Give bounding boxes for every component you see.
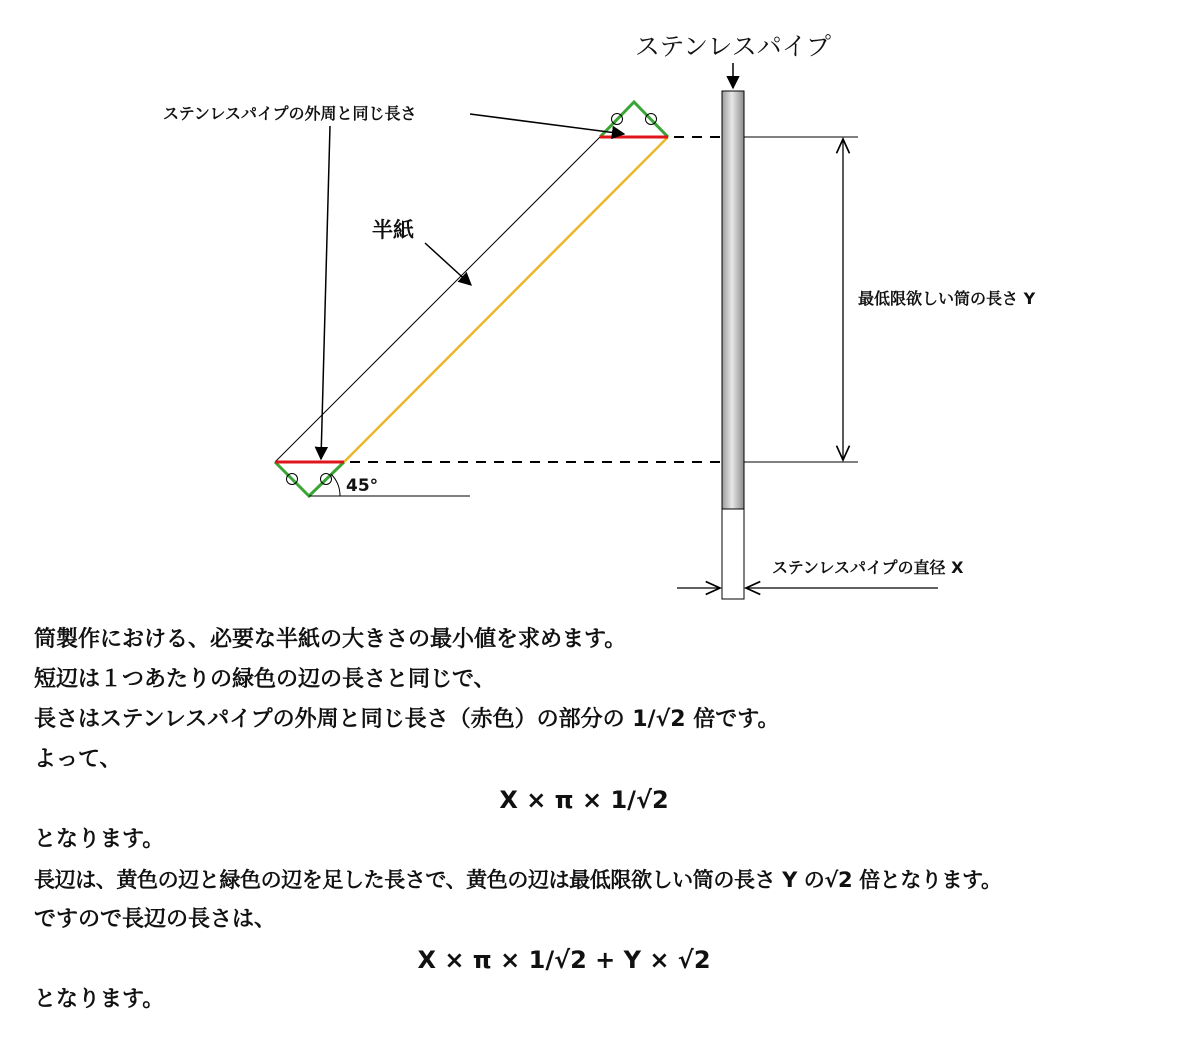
paper-yellow-edge [344,137,668,462]
explanation-line-1: 筒製作における、必要な半紙の大きさの最小値を求めます。 [34,627,627,652]
explanation-line-7: ですので長辺の長さは、 [34,907,277,932]
formula-long-side: X × π × 1/√2 + Y × √2 [417,946,711,974]
paper-label-arrow [425,243,471,285]
paper-label: 半紙 [372,218,414,242]
explanation-text [34,620,1194,1020]
explanation-line-8: となります。 [34,987,165,1012]
circumference-arrow-to-top [470,114,624,134]
diameter-label: ステンレスパイプの直径 X [772,558,964,577]
explanation-line-6: 長辺は、黄色の辺と緑色の辺を足した長さで、黄色の辺は最低限欲しい筒の長さ Y の√2 倍となります。 [34,868,1002,892]
explanation-line-4: よって、 [34,747,122,772]
pipe-lower-section [722,509,744,599]
circumference-label: ステンレスパイプの外周と同じ長さ [163,104,417,123]
bottom-green-edge [275,462,344,496]
angle-label: 45° [346,476,379,496]
formula-short-side: X × π × 1/√2 [499,786,669,814]
explanation-line-2: 短辺は１つあたりの緑色の辺の長さと同じで、 [34,667,496,692]
stainless-pipe [722,91,744,509]
pipe-label: ステンレスパイプ [634,32,832,61]
paper-thin-edge [275,137,600,462]
explanation-line-3: 長さはステンレスパイプの外周と同じ長さ（赤色）の部分の 1/√2 倍です。 [34,707,780,732]
length-label: 最低限欲しい筒の長さ Y [858,289,1036,308]
angle-arc [331,474,340,496]
explanation-line-5: となります。 [34,827,165,852]
